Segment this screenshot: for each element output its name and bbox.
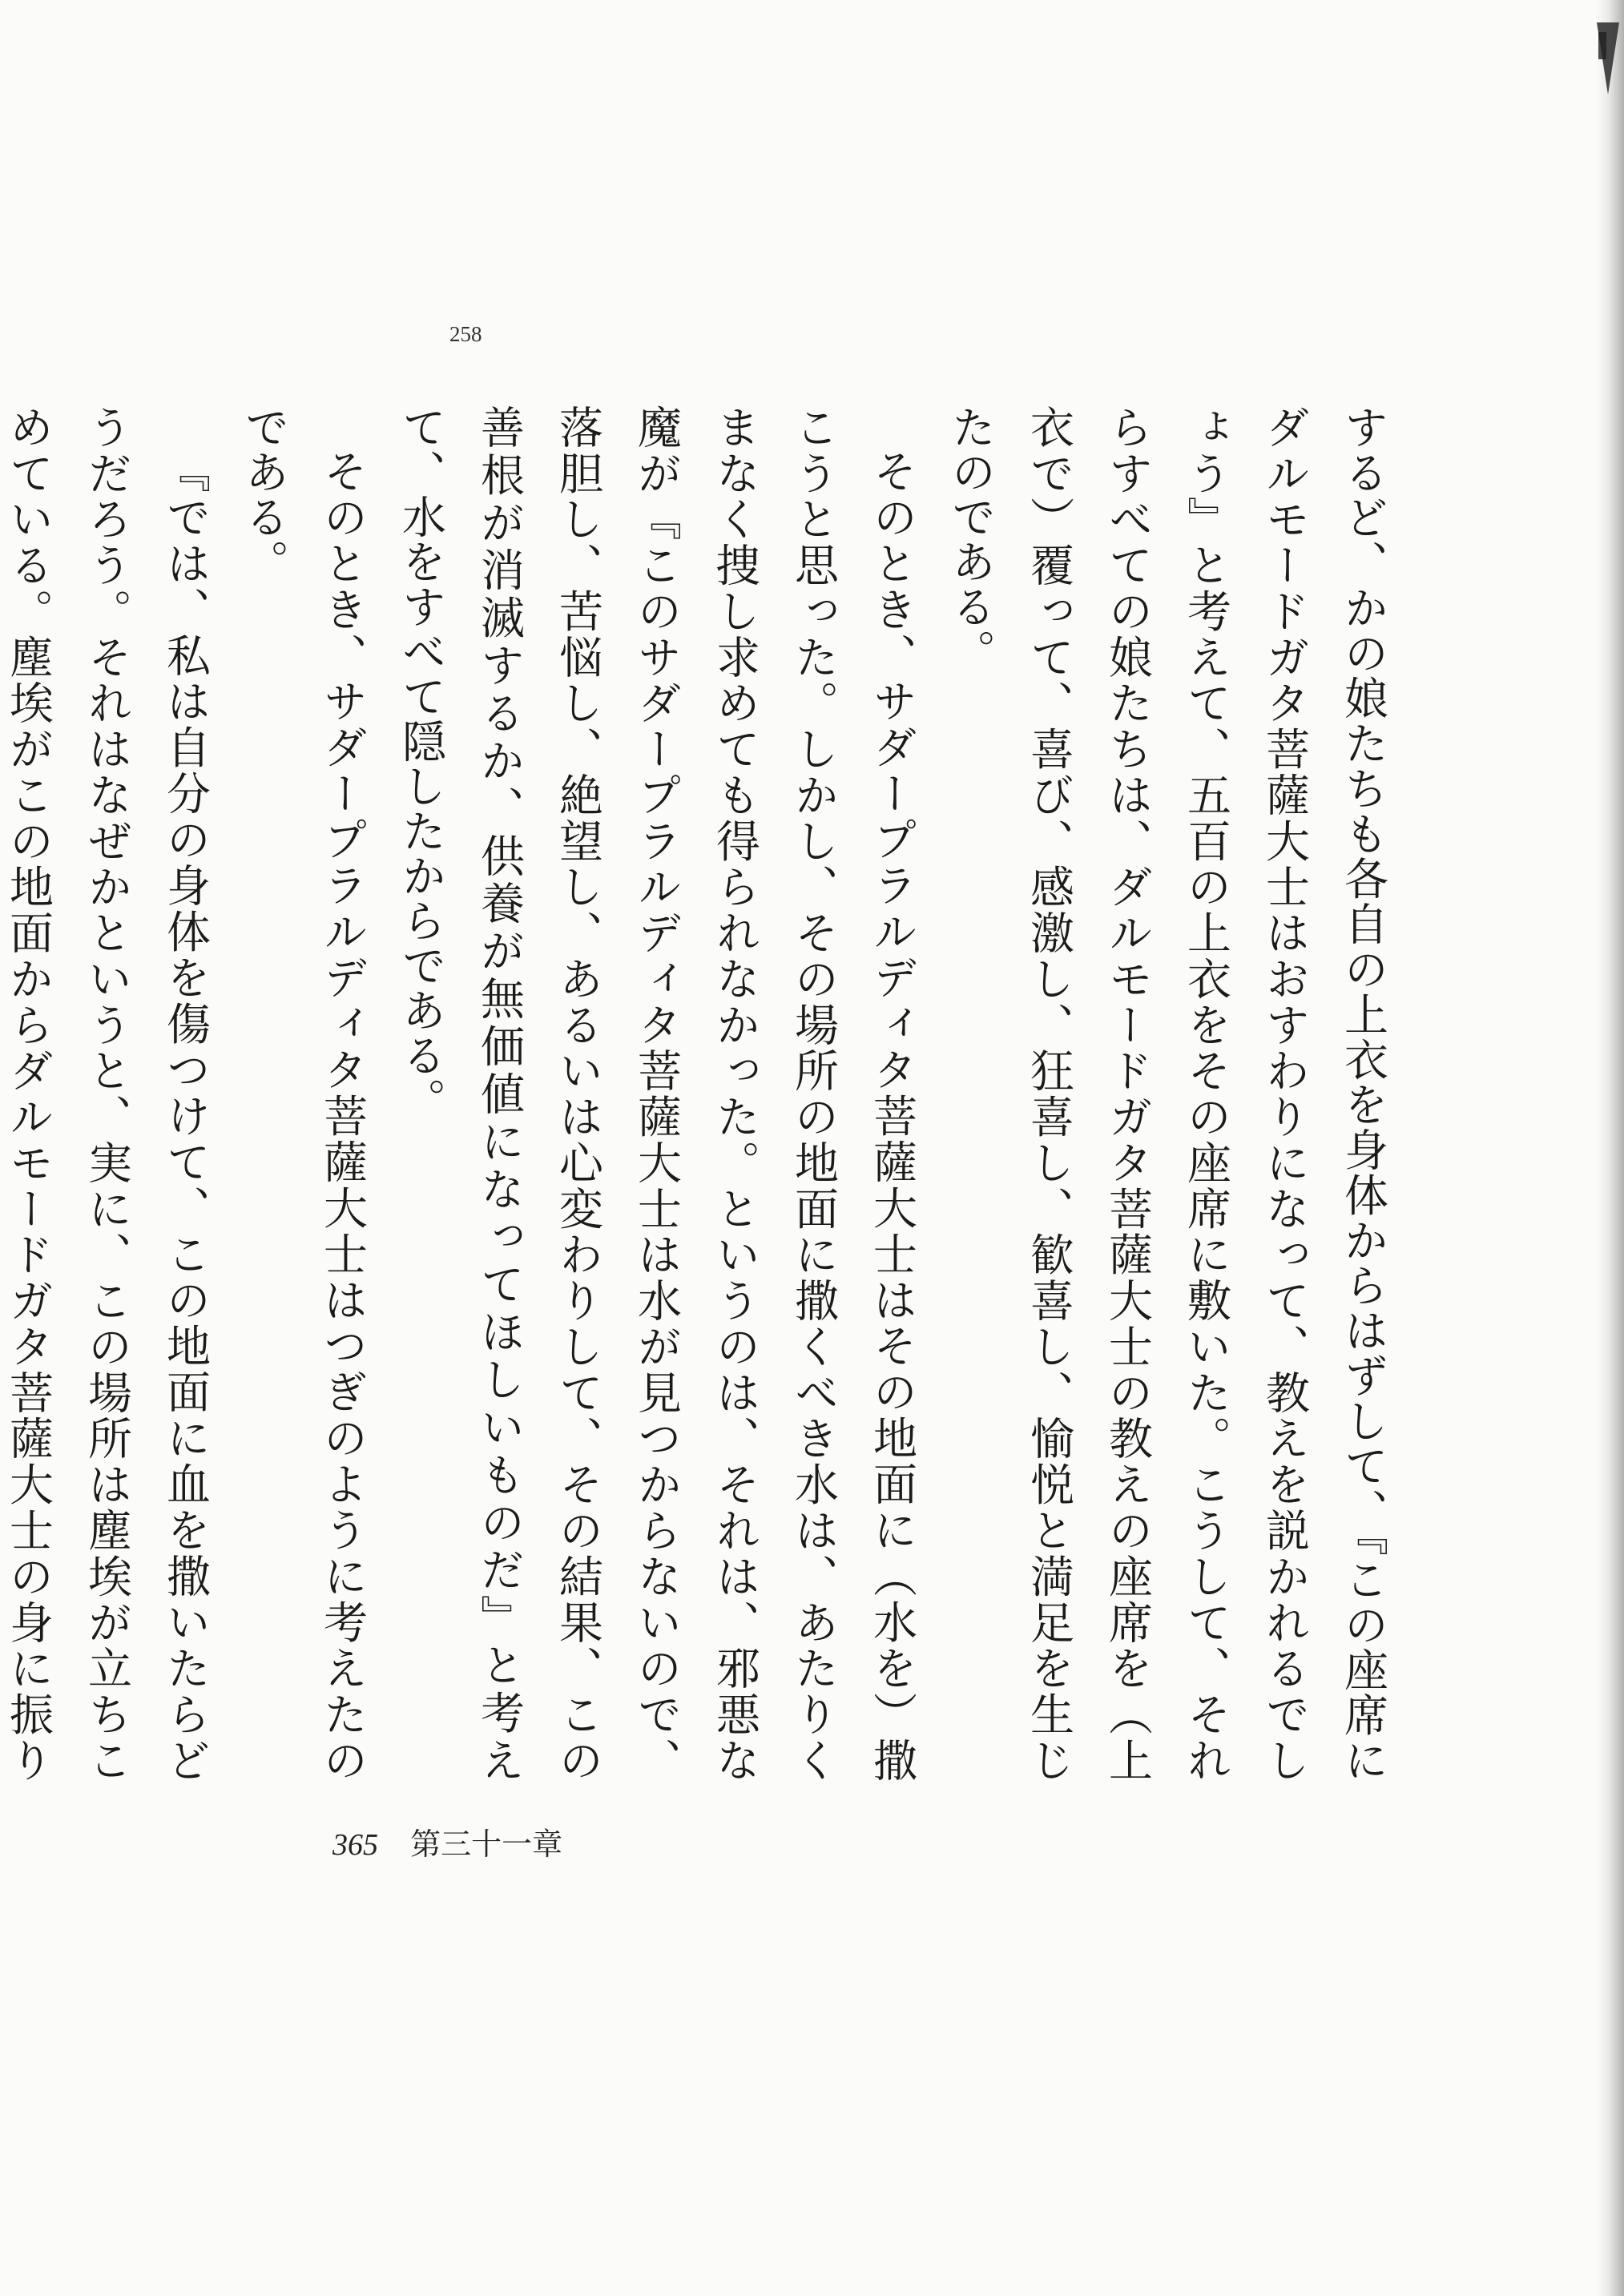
scan-shadow-edge <box>1597 0 1624 2296</box>
page-footer <box>332 1819 562 1863</box>
footer-chapter-title: 第三十一章 <box>410 1827 563 1862</box>
vertical-text-body <box>2 405 1402 1782</box>
paragraph-1: するど、かの娘たちも各自の上衣を身体からはずして、『この座席にダルモードガタ菩薩大士はおすわりになって、教えを説かれるでしょう』と考えて、五百の上衣をその座席に敷いた。こうして、それらすべての娘たちは、ダルモードガタ菩薩大士の教えの座席を（上衣で）覆って、喜び、感激し、狂喜し、歓喜し、愉悦と満足を生じたのである。 <box>945 405 1388 1782</box>
scan-binding-mark <box>1598 32 1606 59</box>
paragraph-4: 『では、私は自分の身体を傷つけて、この地面に血を撒いたらどうだろう。それはなぜかというと、実に、この場所は塵埃が立ちこめている。塵埃がこの地面からダルモードガタ菩薩大士の身に振り <box>2 405 211 1782</box>
paragraph-2: そのとき、サダープラルディタ菩薩大士はその地面に（水を）撒こうと思った。しかし、その場所の地面に撒くべき水は、あたりくまなく捜し求めても得られなかった。というのは、それは、邪悪な魔が『このサダープラルディタ菩薩大士は水が見つからないので、落胆し、苦悩し、絶望し、あるいは心変わりして、その結果、この善根が消滅するか、供養が無価値になってほしいものだ』と考えて、水をすべて隠したからである。 <box>395 405 917 1782</box>
paragraph-3: そのとき、サダープラルディタ菩薩大士はつぎのように考えたのである。 <box>238 405 368 1782</box>
footer-page-number: 365 <box>332 1828 378 1862</box>
top-page-number: 258 <box>449 322 482 346</box>
